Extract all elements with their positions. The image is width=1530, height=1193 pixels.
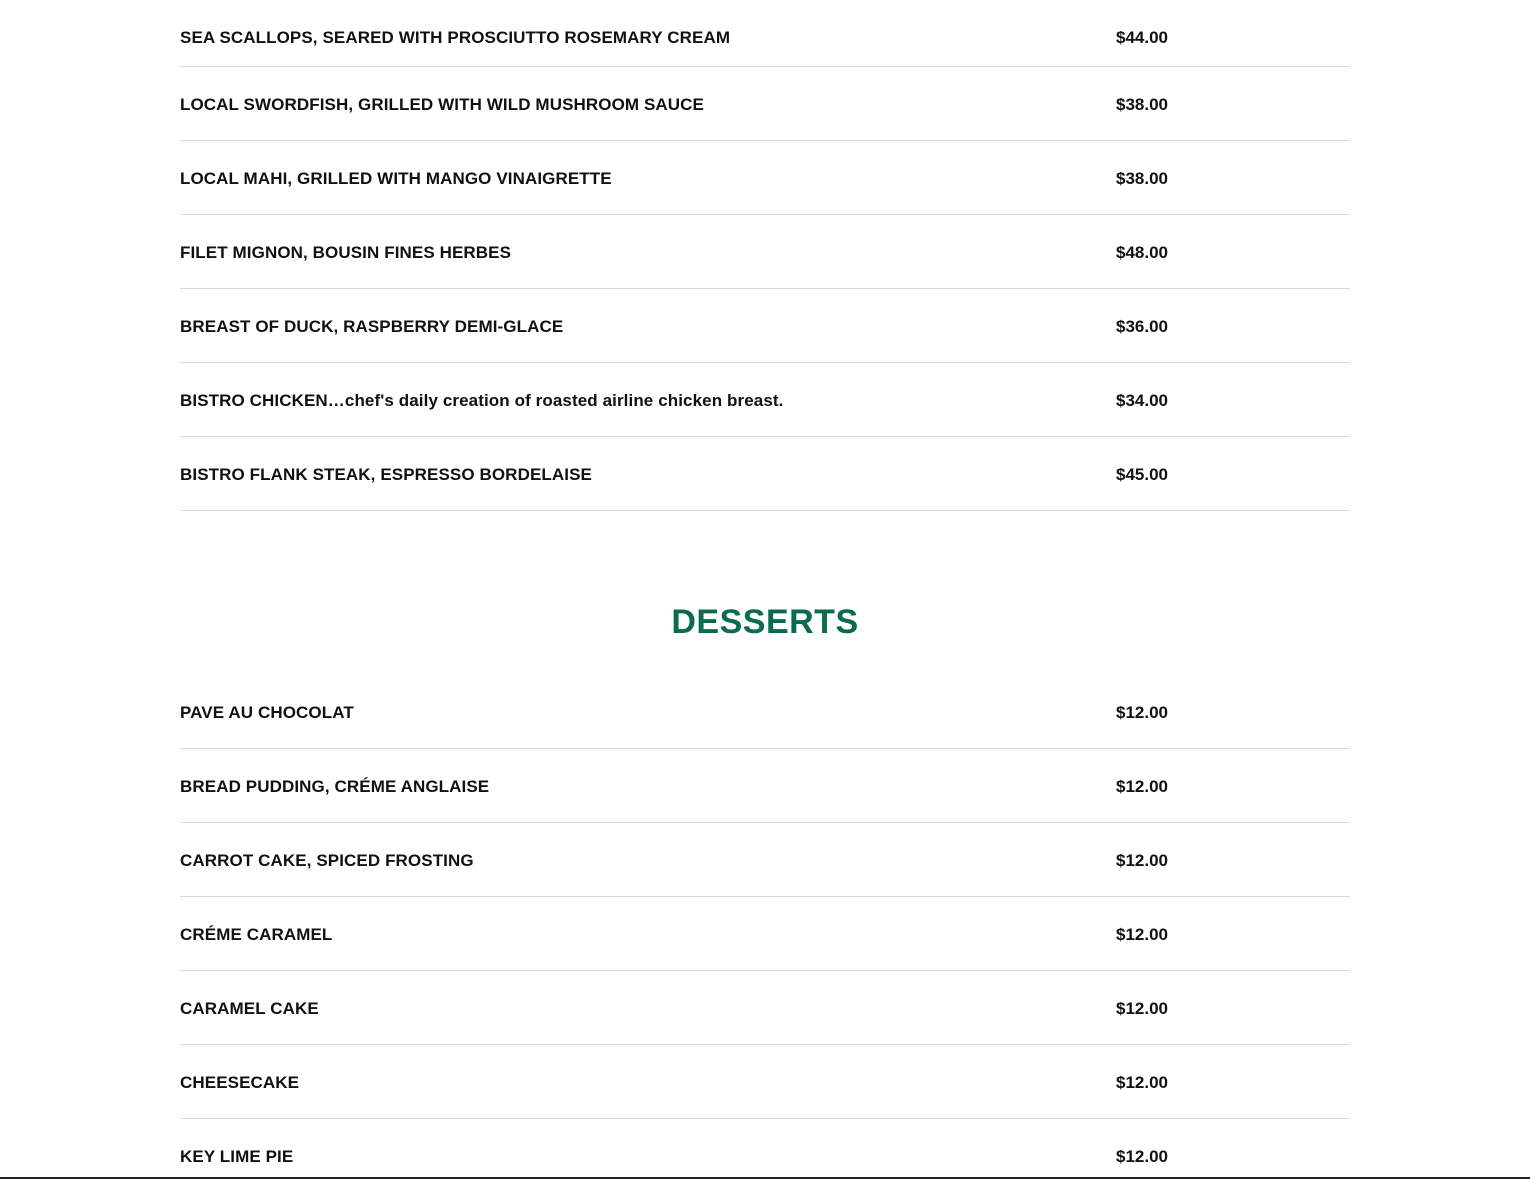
menu-item-row bbox=[180, 363, 1350, 437]
menu-item-price: $34.00 bbox=[1116, 391, 1168, 410]
menu-item-row bbox=[180, 437, 1350, 511]
menu-item-name: KEY LIME PIE bbox=[180, 1147, 294, 1166]
menu-item-price: $12.00 bbox=[1116, 777, 1168, 796]
menu-item-row bbox=[180, 1119, 1350, 1193]
menu-item-name: SEA SCALLOPS, SEARED WITH PROSCIUTTO ROSEMARY CREAM bbox=[180, 28, 731, 47]
menu-item-price: $12.00 bbox=[1116, 925, 1168, 944]
menu-item-name: BISTRO CHICKEN…chef's daily creation of roasted airline chicken breast. bbox=[180, 391, 784, 410]
menu-item-row bbox=[180, 1045, 1350, 1119]
menu-item-row bbox=[180, 67, 1350, 141]
menu-item-row bbox=[180, 141, 1350, 215]
menu-item-price: $36.00 bbox=[1116, 317, 1168, 336]
menu-item-row bbox=[180, 823, 1350, 897]
menu-item-name: LOCAL SWORDFISH, GRILLED WITH WILD MUSHROOM SAUCE bbox=[180, 95, 704, 114]
menu-item-name: LOCAL MAHI, GRILLED WITH MANGO VINAIGRETTE bbox=[180, 169, 612, 188]
desserts-section-title: DESSERTS bbox=[671, 603, 859, 641]
menu-item-name: CRÉME CARAMEL bbox=[180, 925, 333, 944]
menu-item-name: CARAMEL CAKE bbox=[180, 999, 319, 1018]
menu-item-price: $12.00 bbox=[1116, 999, 1168, 1018]
menu-item-price: $38.00 bbox=[1116, 169, 1168, 188]
menu-item-row bbox=[180, 749, 1350, 823]
menu-item-price: $45.00 bbox=[1116, 465, 1168, 484]
menu-item-price: $44.00 bbox=[1116, 28, 1168, 47]
menu-item-row bbox=[180, 897, 1350, 971]
menu-item-name: BISTRO FLANK STEAK, ESPRESSO BORDELAISE bbox=[180, 465, 592, 484]
menu-item-row bbox=[180, 675, 1350, 749]
menu-item-name: BREAD PUDDING, CRÉME ANGLAISE bbox=[180, 777, 490, 796]
menu-item-name: CARROT CAKE, SPICED FROSTING bbox=[180, 851, 474, 870]
menu-item-price: $38.00 bbox=[1116, 95, 1168, 114]
menu-item-name: CHEESECAKE bbox=[180, 1073, 300, 1092]
menu-item-name: FILET MIGNON, BOUSIN FINES HERBES bbox=[180, 243, 512, 262]
entrees-menu-list bbox=[180, 0, 1350, 511]
menu-item-name: BREAST OF DUCK, RASPBERRY DEMI-GLACE bbox=[180, 317, 564, 336]
menu-item-row bbox=[180, 215, 1350, 289]
menu-item-price: $12.00 bbox=[1116, 1073, 1168, 1092]
menu-item-price: $12.00 bbox=[1116, 703, 1168, 722]
menu-item-row bbox=[180, 0, 1350, 67]
desserts-menu-list bbox=[180, 675, 1350, 1193]
menu-item-price: $12.00 bbox=[1116, 851, 1168, 870]
menu-item-price: $12.00 bbox=[1116, 1147, 1168, 1166]
menu-item-price: $48.00 bbox=[1116, 243, 1168, 262]
menu-item-row bbox=[180, 289, 1350, 363]
menu-item-row bbox=[180, 971, 1350, 1045]
menu-item-name: PAVE AU CHOCOLAT bbox=[180, 703, 354, 722]
